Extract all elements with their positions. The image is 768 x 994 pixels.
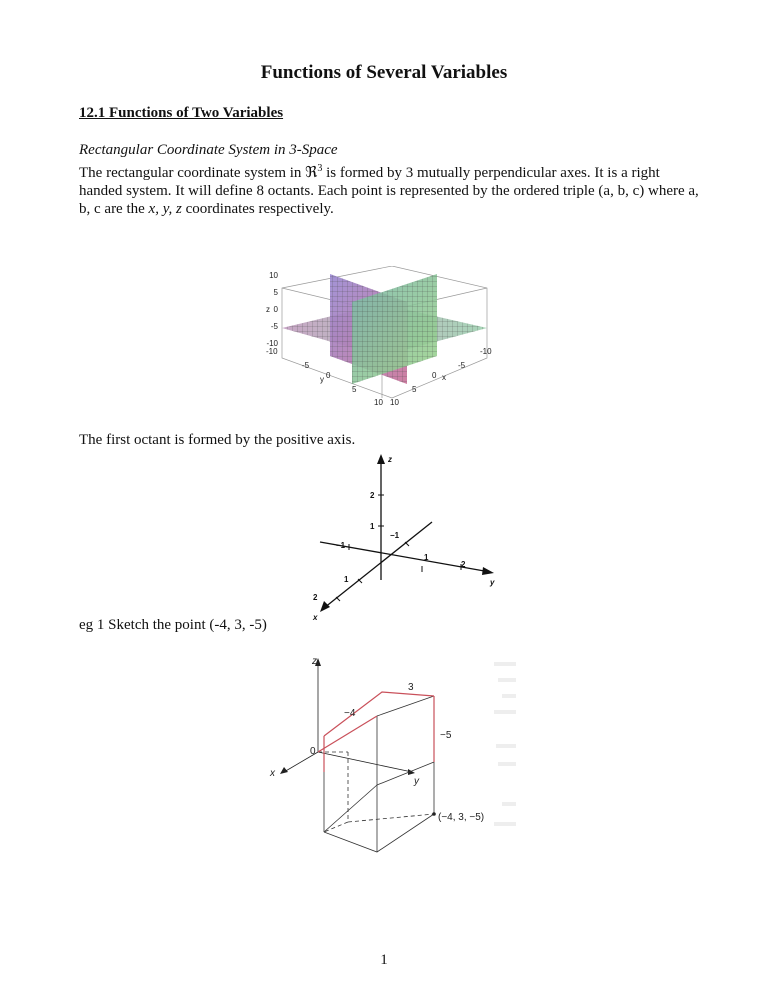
x-axis-label: x bbox=[270, 768, 275, 779]
z-axis-label: z bbox=[312, 656, 317, 667]
x-tick-label: -5 bbox=[458, 361, 466, 370]
coordinate-planes-figure bbox=[262, 266, 502, 412]
z-tick-label: 10 bbox=[269, 271, 278, 280]
y-tick-2: 2 bbox=[461, 560, 466, 569]
x-tick-label: -10 bbox=[480, 347, 492, 356]
y-tick-label: -5 bbox=[302, 361, 310, 370]
x-tick-label: 10 bbox=[390, 398, 399, 407]
y-tick-label: 0 bbox=[326, 371, 331, 380]
y-tick-label: 10 bbox=[374, 398, 383, 407]
point-sketch-figure bbox=[262, 652, 522, 864]
z-tick-label: 5 bbox=[273, 288, 278, 297]
first-octant-axes-figure bbox=[300, 452, 520, 624]
z-tick-2: 2 bbox=[370, 491, 375, 500]
y-tick-label: -10 bbox=[266, 347, 278, 356]
z-tick-1: 1 bbox=[370, 522, 375, 531]
subsection-heading: Rectangular Coordinate System in 3-Space bbox=[79, 142, 338, 158]
coordinate-z-label: −5 bbox=[440, 730, 452, 741]
y-tick-neg1: −1 bbox=[336, 541, 346, 550]
x-tick-2: 2 bbox=[313, 593, 318, 602]
y-tick-label: 5 bbox=[352, 385, 357, 394]
page-title: Functions of Several Variables bbox=[260, 62, 508, 83]
section-heading: 12.1 Functions of Two Variables bbox=[79, 105, 284, 121]
intro-paragraph: The rectangular coordinate system in ℜ$^3$ is formed by 3 mutually perpendicular axes. It is a right handed system. It will define 8 octants. Each point is represented by the ordered triple (a, b, c) where a, b, c are the x, y, z coordinates respectively. bbox=[79, 163, 699, 217]
y-axis-label: y bbox=[490, 578, 495, 587]
point-label: (−4, 3, −5) bbox=[438, 812, 485, 823]
octant-sentence: The first octant is formed by the positive axis. bbox=[79, 432, 356, 448]
origin-label: 0 bbox=[310, 746, 316, 757]
x-tick-neg1: −1 bbox=[390, 531, 400, 540]
example-prompt: eg 1 Sketch the point (-4, 3, -5) bbox=[79, 617, 267, 633]
y-tick-1: 1 bbox=[424, 553, 429, 562]
page-number: 1 bbox=[380, 952, 388, 968]
x-axis-label: x bbox=[313, 613, 318, 622]
x-axis-label: x bbox=[442, 373, 446, 382]
coordinate-x-label: −4 bbox=[344, 708, 356, 719]
x-tick-label: 5 bbox=[412, 385, 417, 394]
z-tick-label: -5 bbox=[270, 322, 278, 331]
x-tick-label: 0 bbox=[432, 371, 437, 380]
z-axis-label: z bbox=[266, 305, 270, 314]
z-tick-label: -10 bbox=[266, 339, 278, 348]
real-numbers-symbol: ℜ bbox=[305, 165, 318, 181]
y-axis-label: y bbox=[320, 375, 324, 384]
x-tick-1: 1 bbox=[344, 575, 349, 584]
coordinate-y-label: 3 bbox=[408, 682, 414, 693]
z-tick-label: 0 bbox=[273, 305, 278, 314]
z-axis-label: z bbox=[388, 455, 392, 464]
y-axis-label: y bbox=[414, 776, 419, 787]
